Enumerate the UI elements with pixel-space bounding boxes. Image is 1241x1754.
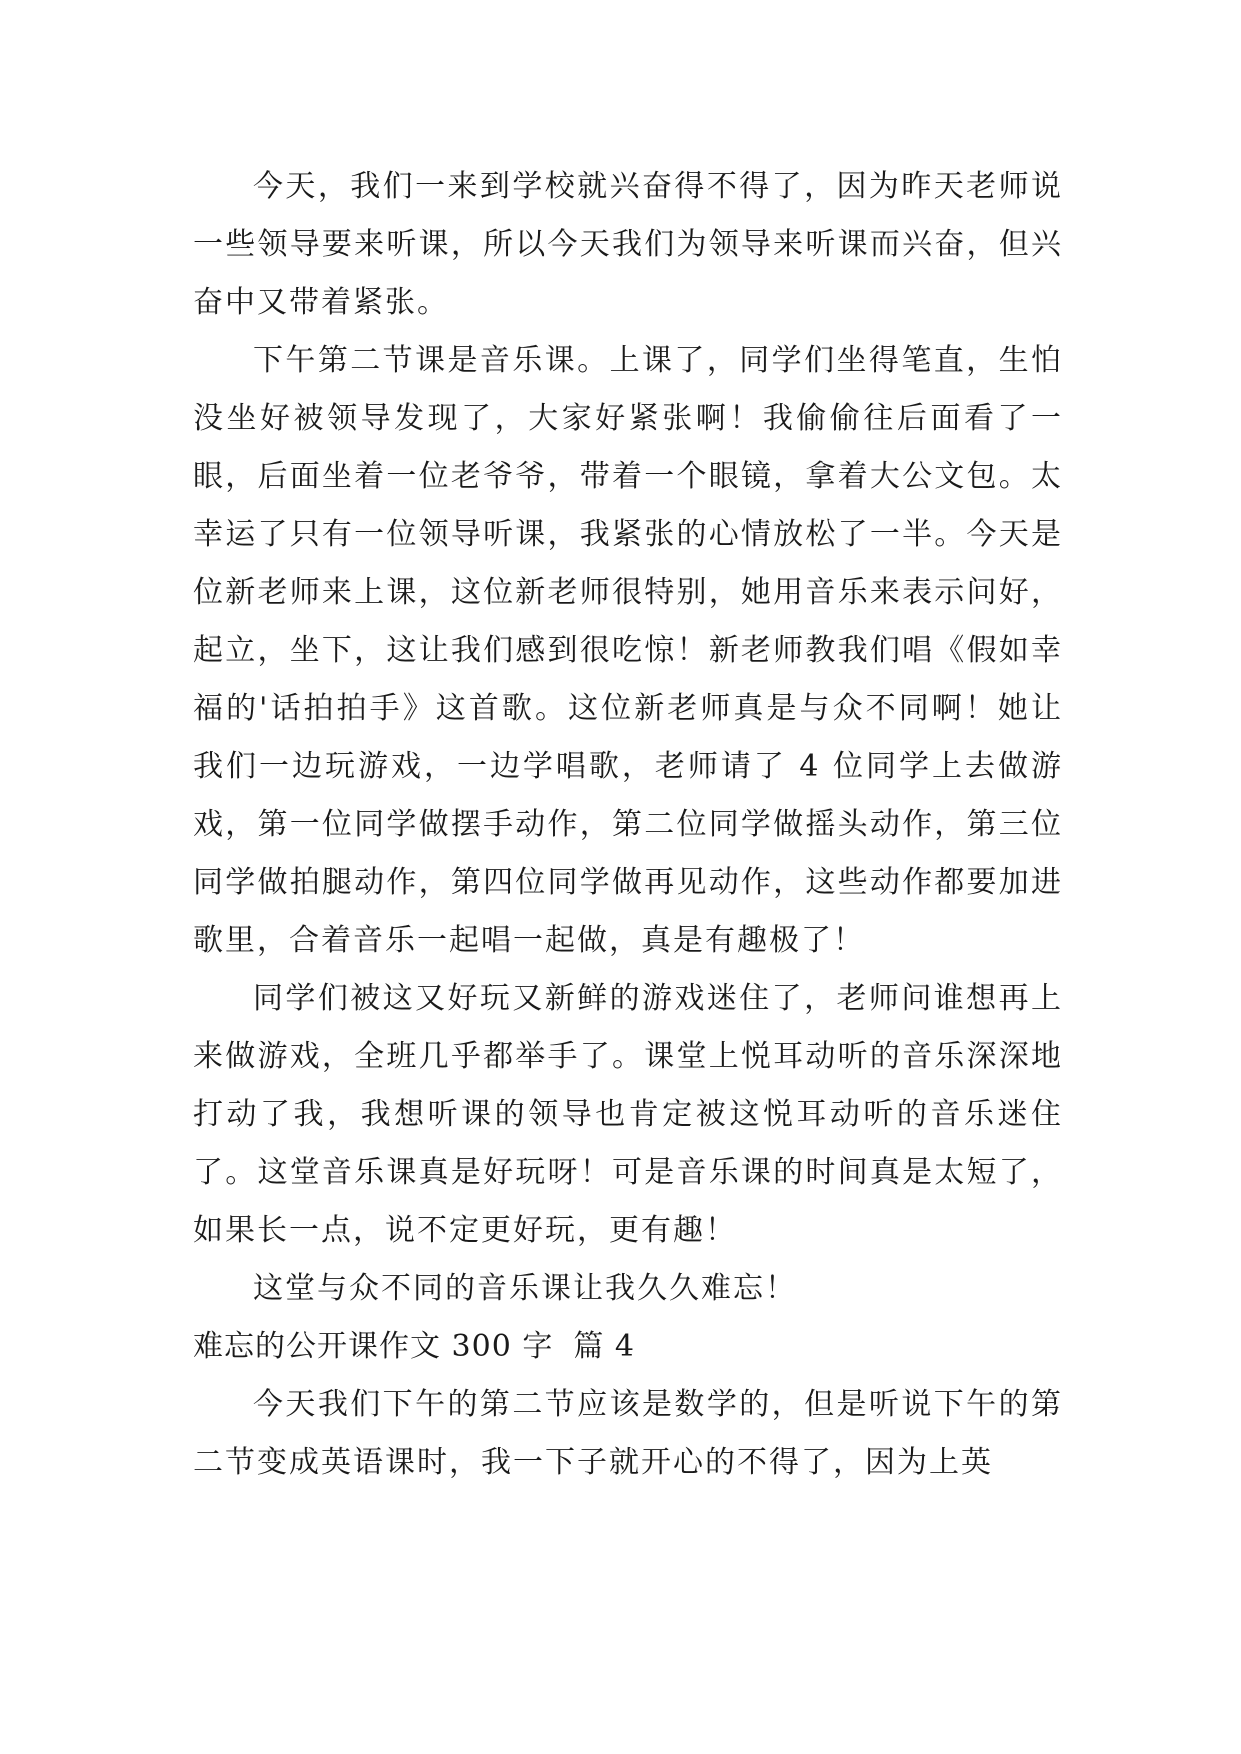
section-heading-title: 难忘的公开课作文 300 字	[193, 1329, 554, 1364]
section-heading-number: 篇 4	[573, 1329, 635, 1364]
paragraph-english-class: 今天我们下午的第二节应该是数学的，但是听说下午的第二节变成英语课时，我一下子就开心的不得了，因为上英	[193, 1387, 1063, 1480]
paragraph-excitement: 今天，我们一来到学校就兴奋得不得了，因为昨天老师说一些领导要来听课，所以今天我们为领导来听课而兴奋，但兴奋中又带着紧张。	[193, 169, 1063, 320]
document-body	[193, 158, 1063, 1492]
paragraph-game: 同学们被这又好玩又新鲜的游戏迷住了，老师问谁想再上来做游戏，全班几乎都举手了。课堂上悦耳动听的音乐深深地打动了我，我想听课的领导也肯定被这悦耳动听的音乐迷住了。这堂音乐课真是好玩呀！可是音乐课的时间真是太短了，如果长一点，说不定更好玩，更有趣！	[193, 981, 1063, 1248]
section-heading	[193, 1318, 1063, 1376]
paragraph-music-class: 下午第二节课是音乐课。上课了，同学们坐得笔直，生怕没坐好被领导发现了，大家好紧张啊！我偷偷往后面看了一眼，后面坐着一位老爷爷，带着一个眼镜，拿着大公文包。太幸运了只有一位领导听课，我紧张的心情放松了一半。今天是位新老师来上课，这位新老师很特别，她用音乐来表示问好，起立，坐下，这让我们感到很吃惊！新老师教我们唱《假如幸福的'话拍拍手》这首歌。这位新老师真是与众不同啊！她让我们一边玩游戏，一边学唱歌，老师请了 4 位同学上去做游戏，第一位同学做摆手动作，第二位同学做摇头动作，第三位同学做拍腿动作，第四位同学做再见动作，这些动作都要加进歌里，合着音乐一起唱一起做，真是有趣极了！	[193, 343, 1063, 958]
paragraph-conclusion: 这堂与众不同的音乐课让我久久难忘！	[253, 1271, 797, 1306]
